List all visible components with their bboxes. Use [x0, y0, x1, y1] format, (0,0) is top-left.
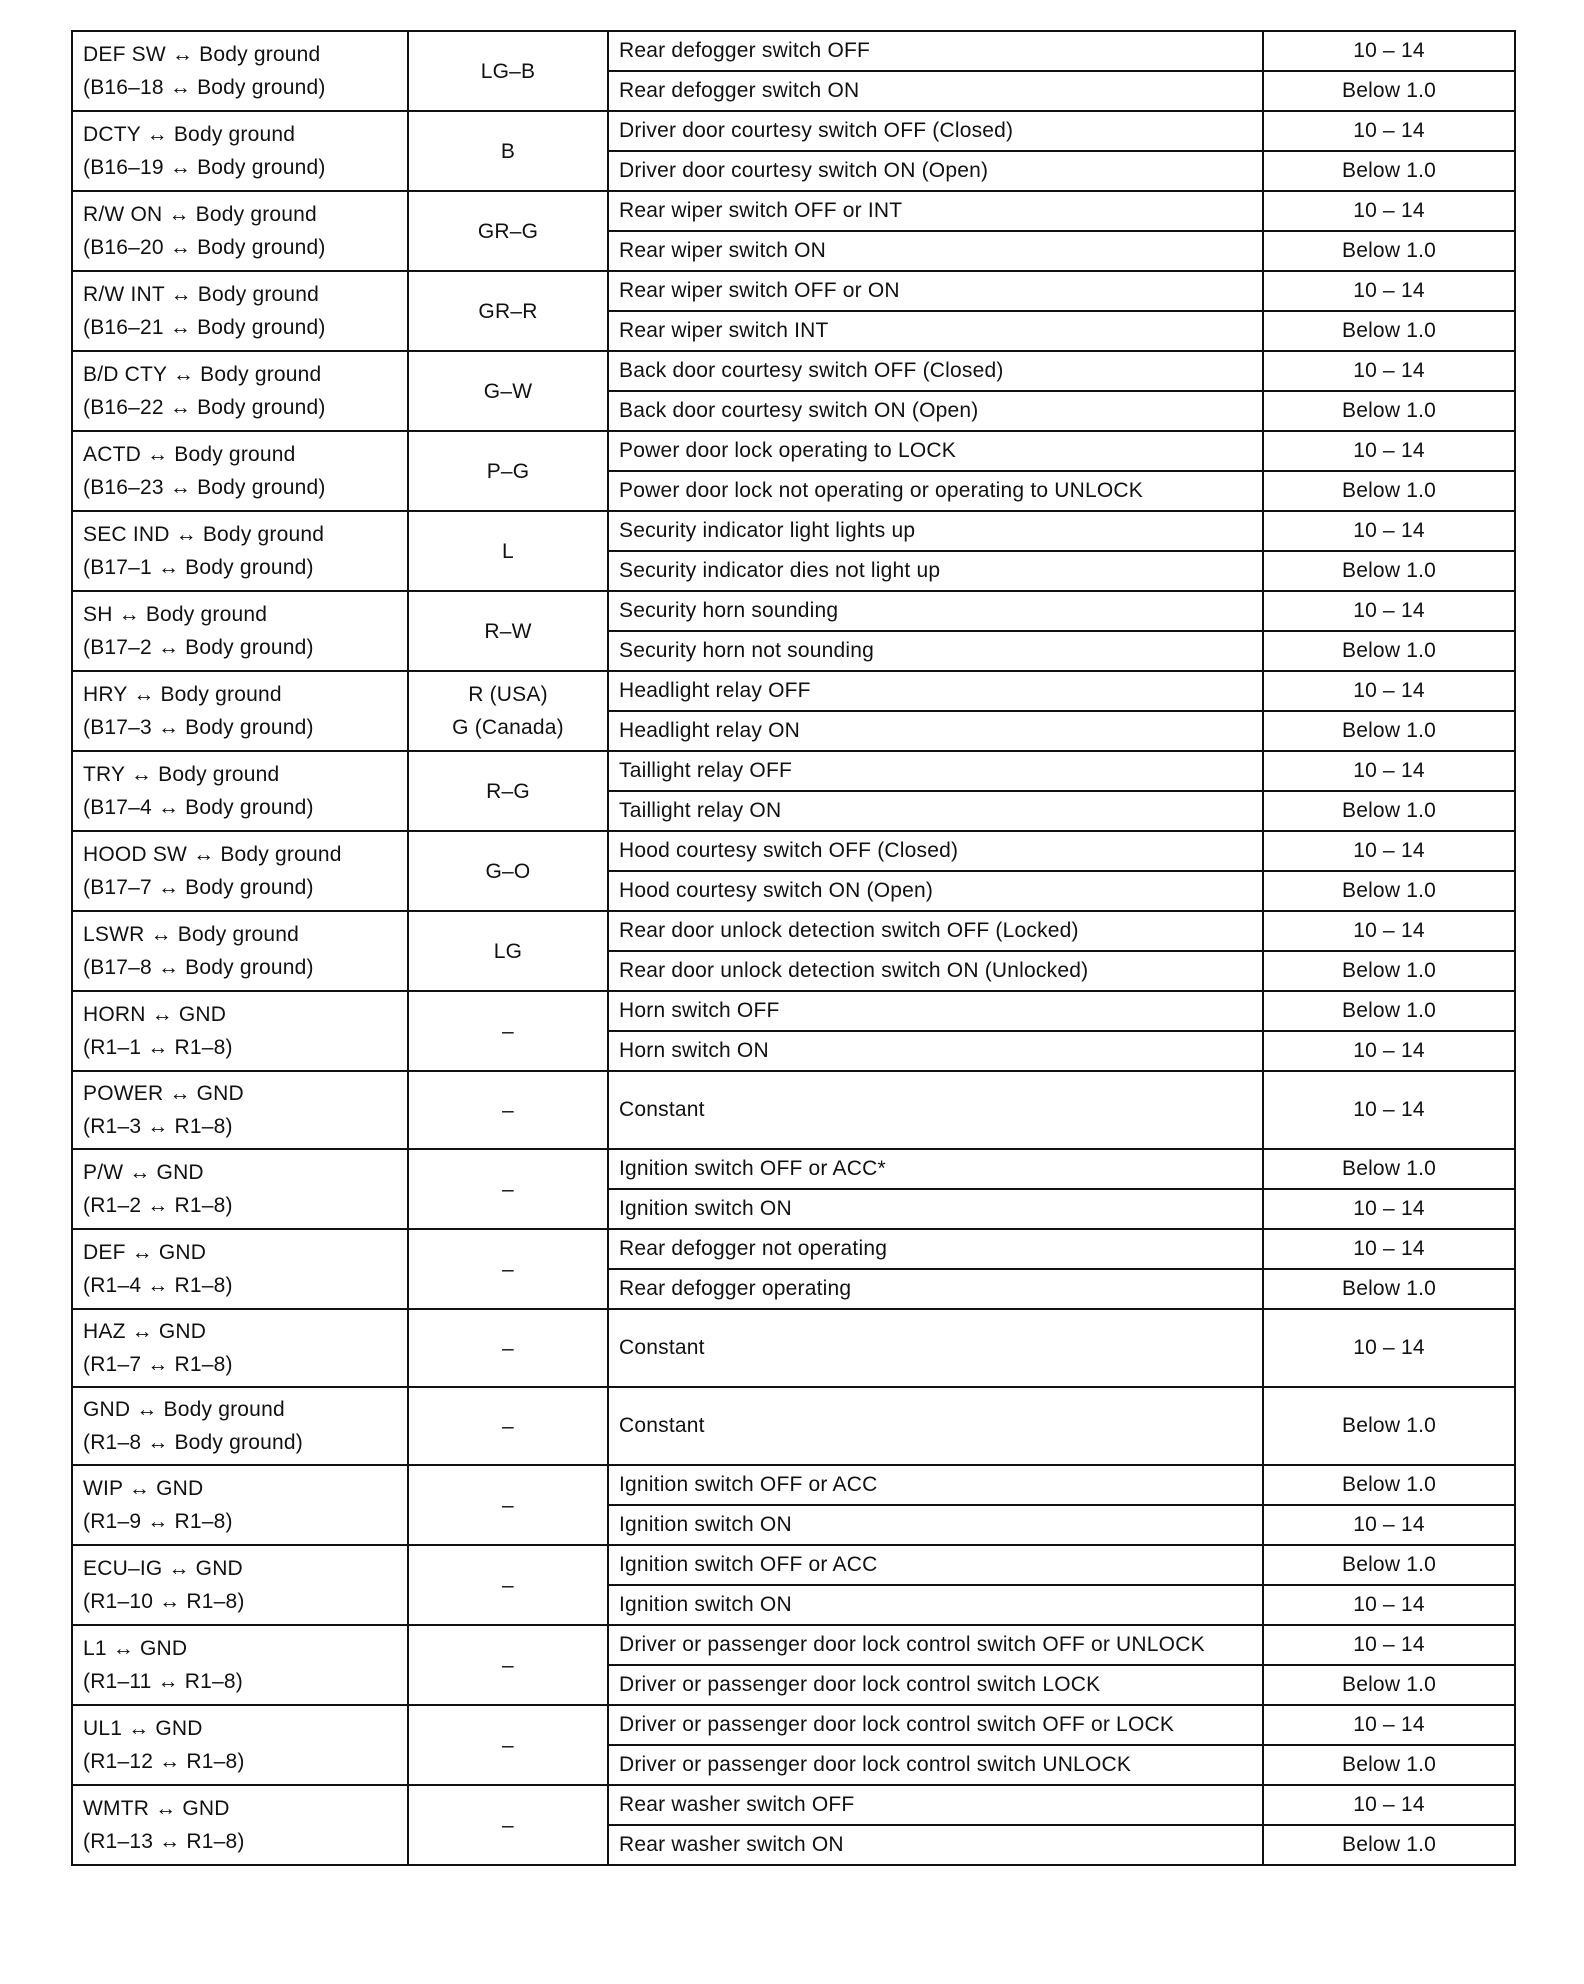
condition-cell: Driver or passenger door lock control switch OFF or LOCK	[608, 1705, 1263, 1745]
condition-cell: Security indicator dies not light up	[608, 551, 1263, 591]
table-row	[72, 1229, 1515, 1269]
terminal-pins: (R1–7 ↔ R1–8)	[83, 1353, 233, 1376]
specified-value-cell: 10 – 14	[1263, 1031, 1515, 1071]
specified-value-cell: 10 – 14	[1263, 591, 1515, 631]
terminal-name: DCTY ↔ Body ground	[83, 123, 296, 146]
terminal-pins: (B16–19 ↔ Body ground)	[83, 156, 326, 179]
condition-cell: Security horn sounding	[608, 591, 1263, 631]
wire-color-cell	[408, 911, 608, 991]
terminal-name: UL1 ↔ GND	[83, 1717, 203, 1740]
terminal-name: SEC IND ↔ Body ground	[83, 523, 325, 546]
wire-color-cell	[408, 1465, 608, 1545]
table-body	[72, 31, 1515, 1865]
wire-color: R (USA)	[468, 683, 548, 706]
condition-cell: Rear door unlock detection switch OFF (Locked)	[608, 911, 1263, 951]
terminal-cell	[72, 31, 408, 111]
table-row	[72, 1705, 1515, 1745]
wire-color: –	[502, 1493, 514, 1517]
specified-value-cell: 10 – 14	[1263, 671, 1515, 711]
terminal-pins: (B17–7 ↔ Body ground)	[83, 876, 314, 899]
terminal-cell	[72, 991, 408, 1071]
wire-color: GR–R	[478, 299, 538, 323]
specified-value-cell: Below 1.0	[1263, 551, 1515, 591]
condition-cell: Rear defogger not operating	[608, 1229, 1263, 1269]
terminal-name: SH ↔ Body ground	[83, 603, 268, 626]
table-row	[72, 1387, 1515, 1465]
table-row	[72, 1545, 1515, 1585]
terminal-cell	[72, 591, 408, 671]
condition-cell: Driver door courtesy switch ON (Open)	[608, 151, 1263, 191]
condition-cell: Horn switch OFF	[608, 991, 1263, 1031]
table-row	[72, 511, 1515, 551]
specified-value-cell: 10 – 14	[1263, 1071, 1515, 1149]
specified-value-cell: Below 1.0	[1263, 1825, 1515, 1865]
table-row	[72, 191, 1515, 231]
specified-value-cell: Below 1.0	[1263, 791, 1515, 831]
terminal-cell	[72, 271, 408, 351]
wire-color: R–G	[486, 779, 530, 803]
wire-color: L	[502, 539, 514, 563]
condition-cell: Security horn not sounding	[608, 631, 1263, 671]
wire-color-cell	[408, 671, 608, 751]
wire-color-cell	[408, 1149, 608, 1229]
terminal-name: WMTR ↔ GND	[83, 1797, 230, 1820]
specified-value-cell: Below 1.0	[1263, 471, 1515, 511]
terminal-cell	[72, 191, 408, 271]
table-row	[72, 111, 1515, 151]
terminal-cell	[72, 831, 408, 911]
terminal-cell	[72, 1705, 408, 1785]
table-row	[72, 31, 1515, 71]
wire-color: –	[502, 1336, 514, 1360]
wire-color: –	[502, 1414, 514, 1438]
specified-value-cell: Below 1.0	[1263, 71, 1515, 111]
terminal-cell	[72, 1229, 408, 1309]
specified-value-cell: 10 – 14	[1263, 751, 1515, 791]
wire-color-cell	[408, 1545, 608, 1625]
specified-value-cell: Below 1.0	[1263, 871, 1515, 911]
condition-cell: Hood courtesy switch OFF (Closed)	[608, 831, 1263, 871]
specified-value-cell: 10 – 14	[1263, 111, 1515, 151]
wire-color-cell	[408, 591, 608, 671]
terminal-name: HOOD SW ↔ Body ground	[83, 843, 342, 866]
terminal-pins: (R1–9 ↔ R1–8)	[83, 1510, 233, 1533]
wire-color: LG–B	[480, 59, 536, 83]
specified-value-cell: Below 1.0	[1263, 231, 1515, 271]
table-row	[72, 911, 1515, 951]
condition-cell: Ignition switch ON	[608, 1189, 1263, 1229]
condition-cell: Rear defogger switch ON	[608, 71, 1263, 111]
specified-value-cell: 10 – 14	[1263, 1505, 1515, 1545]
wire-color: –	[502, 1257, 514, 1281]
specified-value-cell: 10 – 14	[1263, 1189, 1515, 1229]
condition-cell: Ignition switch OFF or ACC*	[608, 1149, 1263, 1189]
table-row	[72, 591, 1515, 631]
condition-cell: Rear wiper switch OFF or INT	[608, 191, 1263, 231]
terminal-name: GND ↔ Body ground	[83, 1398, 285, 1421]
specified-value-cell: Below 1.0	[1263, 311, 1515, 351]
specified-value-cell: 10 – 14	[1263, 1309, 1515, 1387]
specified-value-cell: 10 – 14	[1263, 1229, 1515, 1269]
condition-cell: Rear washer switch ON	[608, 1825, 1263, 1865]
specified-value-cell: 10 – 14	[1263, 1625, 1515, 1665]
condition-cell: Rear washer switch OFF	[608, 1785, 1263, 1825]
condition-cell: Hood courtesy switch ON (Open)	[608, 871, 1263, 911]
terminal-cell	[72, 1149, 408, 1229]
terminal-pins: (R1–10 ↔ R1–8)	[83, 1590, 245, 1613]
table-row	[72, 271, 1515, 311]
wire-color: P–G	[486, 459, 530, 483]
table-row	[72, 831, 1515, 871]
specified-value-cell: 10 – 14	[1263, 1705, 1515, 1745]
table-row	[72, 1149, 1515, 1189]
specified-value-cell: Below 1.0	[1263, 991, 1515, 1031]
terminal-name: R/W ON ↔ Body ground	[83, 203, 317, 226]
condition-cell: Ignition switch OFF or ACC	[608, 1545, 1263, 1585]
terminal-cell	[72, 1465, 408, 1545]
condition-cell: Headlight relay ON	[608, 711, 1263, 751]
terminal-pins: (B17–3 ↔ Body ground)	[83, 716, 314, 739]
condition-cell: Security indicator light lights up	[608, 511, 1263, 551]
condition-cell: Rear wiper switch INT	[608, 311, 1263, 351]
wire-color-cell	[408, 351, 608, 431]
condition-cell: Power door lock not operating or operating to UNLOCK	[608, 471, 1263, 511]
wire-color-cell	[408, 1387, 608, 1465]
condition-cell: Back door courtesy switch ON (Open)	[608, 391, 1263, 431]
table-row	[72, 1465, 1515, 1505]
condition-cell: Back door courtesy switch OFF (Closed)	[608, 351, 1263, 391]
terminal-name: LSWR ↔ Body ground	[83, 923, 300, 946]
terminal-cell	[72, 111, 408, 191]
specified-value-cell: Below 1.0	[1263, 1745, 1515, 1785]
condition-cell: Driver or passenger door lock control switch UNLOCK	[608, 1745, 1263, 1785]
wire-color-cell	[408, 1625, 608, 1705]
table-row	[72, 991, 1515, 1031]
specified-value-cell: Below 1.0	[1263, 1149, 1515, 1189]
terminal-cell	[72, 911, 408, 991]
specified-value-cell: 10 – 14	[1263, 831, 1515, 871]
wire-color-cell	[408, 111, 608, 191]
condition-cell: Ignition switch ON	[608, 1505, 1263, 1545]
specified-value-cell: 10 – 14	[1263, 911, 1515, 951]
table-row	[72, 671, 1515, 711]
condition-cell: Rear door unlock detection switch ON (Unlocked)	[608, 951, 1263, 991]
terminal-pins: (B16–21 ↔ Body ground)	[83, 316, 326, 339]
wire-color-cell	[408, 1071, 608, 1149]
terminal-cell	[72, 1071, 408, 1149]
terminal-name: HORN ↔ GND	[83, 1003, 227, 1026]
wire-color: –	[502, 1573, 514, 1597]
terminal-pins: (R1–13 ↔ R1–8)	[83, 1830, 245, 1853]
wire-color-cell	[408, 831, 608, 911]
wire-color-cell	[408, 991, 608, 1071]
terminal-pins: (R1–4 ↔ R1–8)	[83, 1274, 233, 1297]
table-row	[72, 1625, 1515, 1665]
table-row	[72, 751, 1515, 791]
wire-color-cell	[408, 511, 608, 591]
wire-color: GR–G	[477, 219, 539, 243]
terminal-cell	[72, 431, 408, 511]
wire-color: –	[502, 1733, 514, 1757]
wire-color-cell	[408, 431, 608, 511]
condition-cell: Driver door courtesy switch OFF (Closed)	[608, 111, 1263, 151]
terminal-cell	[72, 671, 408, 751]
terminal-pins: (R1–11 ↔ R1–8)	[83, 1670, 243, 1693]
terminal-pins: (B17–1 ↔ Body ground)	[83, 556, 314, 579]
specified-value-cell: 10 – 14	[1263, 351, 1515, 391]
wire-color-cell	[408, 271, 608, 351]
condition-cell: Rear wiper switch ON	[608, 231, 1263, 271]
condition-cell: Constant	[608, 1071, 1263, 1149]
terminal-name: HAZ ↔ GND	[83, 1320, 207, 1343]
terminal-name: DEF ↔ GND	[83, 1241, 207, 1264]
specified-value-cell: Below 1.0	[1263, 951, 1515, 991]
specified-value-cell: 10 – 14	[1263, 431, 1515, 471]
terminal-name: POWER ↔ GND	[83, 1082, 244, 1105]
terminal-cell	[72, 751, 408, 831]
specified-value-cell: Below 1.0	[1263, 1665, 1515, 1705]
condition-cell: Rear defogger switch OFF	[608, 31, 1263, 71]
specified-value-cell: Below 1.0	[1263, 631, 1515, 671]
table-row	[72, 431, 1515, 471]
specified-value-cell: Below 1.0	[1263, 1269, 1515, 1309]
specified-value-cell: 10 – 14	[1263, 1585, 1515, 1625]
specified-value-cell: Below 1.0	[1263, 1545, 1515, 1585]
wire-color: R–W	[484, 619, 532, 643]
wire-color: –	[502, 1177, 514, 1201]
terminal-cell	[72, 1545, 408, 1625]
wire-color: –	[502, 1653, 514, 1677]
wire-color-cell	[408, 31, 608, 111]
terminal-name: TRY ↔ Body ground	[83, 763, 280, 786]
condition-cell: Taillight relay ON	[608, 791, 1263, 831]
terminal-voltage-sheet	[71, 30, 1514, 1866]
wire-color: G (Canada)	[452, 716, 564, 739]
wire-color: B	[500, 139, 516, 163]
terminal-pins: (B16–23 ↔ Body ground)	[83, 476, 326, 499]
specified-value-cell: Below 1.0	[1263, 391, 1515, 431]
wire-color: G–O	[485, 859, 531, 883]
terminal-cell	[72, 1309, 408, 1387]
terminal-cell	[72, 351, 408, 431]
terminal-cell	[72, 1625, 408, 1705]
terminal-cell	[72, 511, 408, 591]
table-row	[72, 1071, 1515, 1149]
condition-cell: Power door lock operating to LOCK	[608, 431, 1263, 471]
terminal-pins: (R1–1 ↔ R1–8)	[83, 1036, 233, 1059]
specified-value-cell: Below 1.0	[1263, 711, 1515, 751]
condition-cell: Driver or passenger door lock control switch LOCK	[608, 1665, 1263, 1705]
terminal-cell	[72, 1387, 408, 1465]
wire-color: G–W	[483, 379, 533, 403]
specified-value-cell: 10 – 14	[1263, 271, 1515, 311]
wire-color-cell	[408, 1785, 608, 1865]
terminal-name: P/W ↔ GND	[83, 1161, 204, 1184]
wire-color: LG	[493, 939, 523, 963]
specified-value-cell: 10 – 14	[1263, 511, 1515, 551]
terminal-cell	[72, 1785, 408, 1865]
terminal-pins: (R1–3 ↔ R1–8)	[83, 1115, 233, 1138]
condition-cell: Ignition switch OFF or ACC	[608, 1465, 1263, 1505]
wire-color: –	[502, 1019, 514, 1043]
specified-value-cell: Below 1.0	[1263, 151, 1515, 191]
specified-value-cell: 10 – 14	[1263, 31, 1515, 71]
terminal-pins: (R1–8 ↔ Body ground)	[83, 1431, 303, 1454]
condition-cell: Rear defogger operating	[608, 1269, 1263, 1309]
terminal-pins: (B16–20 ↔ Body ground)	[83, 236, 326, 259]
condition-cell: Driver or passenger door lock control switch OFF or UNLOCK	[608, 1625, 1263, 1665]
condition-cell: Headlight relay OFF	[608, 671, 1263, 711]
condition-cell: Constant	[608, 1387, 1263, 1465]
terminal-pins: (R1–12 ↔ R1–8)	[83, 1750, 245, 1773]
terminal-pins: (B16–18 ↔ Body ground)	[83, 76, 326, 99]
wire-color-cell	[408, 1229, 608, 1309]
specified-value-cell: Below 1.0	[1263, 1465, 1515, 1505]
terminal-name: ACTD ↔ Body ground	[83, 443, 296, 466]
specified-value-cell: Below 1.0	[1263, 1387, 1515, 1465]
table-row	[72, 1309, 1515, 1387]
condition-cell: Constant	[608, 1309, 1263, 1387]
terminal-pins: (B16–22 ↔ Body ground)	[83, 396, 326, 419]
table-row	[72, 1785, 1515, 1825]
terminal-pins: (B17–4 ↔ Body ground)	[83, 796, 314, 819]
terminal-name: ECU–IG ↔ GND	[83, 1557, 243, 1580]
wire-color-cell	[408, 1309, 608, 1387]
specified-value-cell: 10 – 14	[1263, 191, 1515, 231]
table-row	[72, 351, 1515, 391]
terminal-pins: (B17–2 ↔ Body ground)	[83, 636, 314, 659]
wire-color: –	[502, 1098, 514, 1122]
terminal-name: B/D CTY ↔ Body ground	[83, 363, 322, 386]
terminal-pins: (R1–2 ↔ R1–8)	[83, 1194, 233, 1217]
terminal-name: HRY ↔ Body ground	[83, 683, 282, 706]
condition-cell: Rear wiper switch OFF or ON	[608, 271, 1263, 311]
condition-cell: Horn switch ON	[608, 1031, 1263, 1071]
terminal-name: DEF SW ↔ Body ground	[83, 43, 321, 66]
condition-cell: Taillight relay OFF	[608, 751, 1263, 791]
terminal-name: L1 ↔ GND	[83, 1637, 188, 1660]
terminal-voltage-table	[71, 30, 1516, 1866]
condition-cell: Ignition switch ON	[608, 1585, 1263, 1625]
terminal-name: R/W INT ↔ Body ground	[83, 283, 320, 306]
terminal-pins: (B17–8 ↔ Body ground)	[83, 956, 314, 979]
wire-color-cell	[408, 1705, 608, 1785]
wire-color-cell	[408, 751, 608, 831]
wire-color-cell	[408, 191, 608, 271]
specified-value-cell: 10 – 14	[1263, 1785, 1515, 1825]
terminal-name: WIP ↔ GND	[83, 1477, 204, 1500]
wire-color: –	[502, 1813, 514, 1837]
